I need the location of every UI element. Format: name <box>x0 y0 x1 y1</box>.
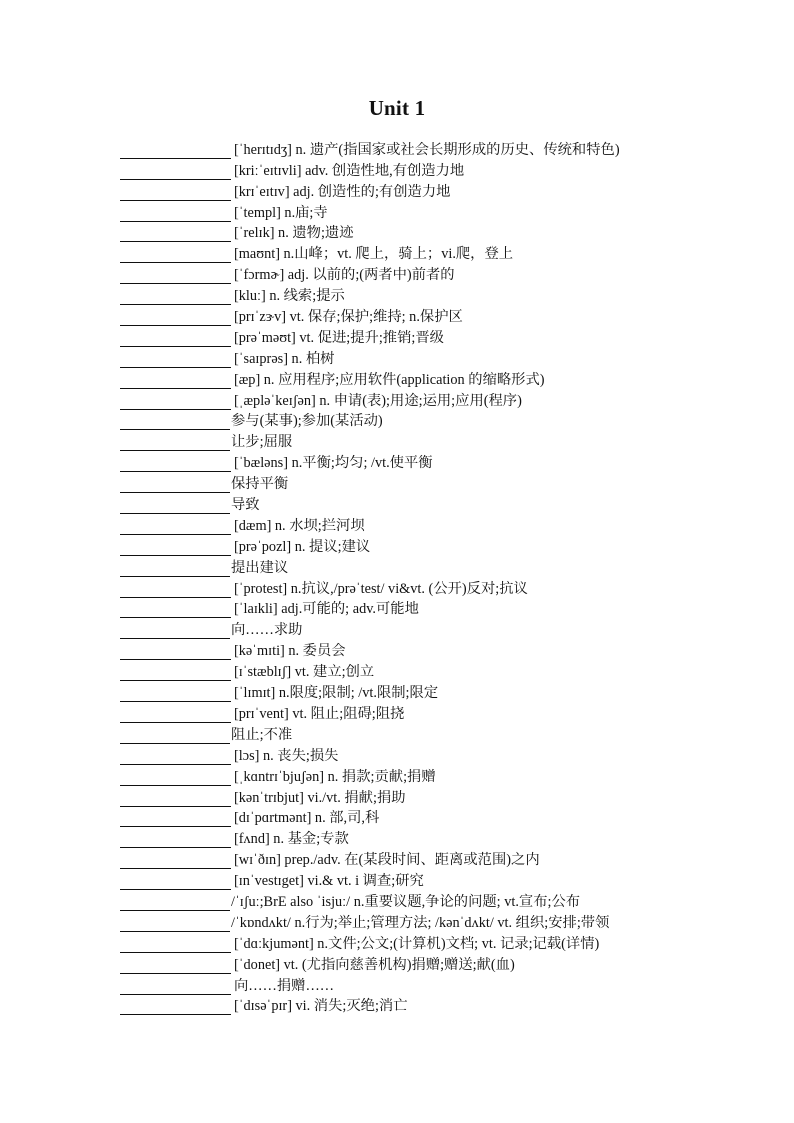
vocab-row <box>120 222 720 243</box>
answer-blank <box>120 478 230 493</box>
vocab-definition: [dɪˈpɑrtmənt] n. 部,司,科 <box>234 810 380 827</box>
answer-blank <box>120 959 231 974</box>
vocab-row <box>120 995 720 1016</box>
vocab-definition: [ˈprotest] n.抗议,/prəˈtest/ vi&vt. (公开)反对;抗议 <box>234 580 528 597</box>
vocab-row <box>120 556 720 577</box>
vocab-definition: [prɪˈvent] vt. 阻止;阻碍;阻挠 <box>234 705 405 722</box>
vocab-row <box>120 493 720 514</box>
vocab-definition: [ˈlɪmɪt] n.限度;限制; /vt.限制;限定 <box>234 685 439 702</box>
answer-blank <box>120 311 231 326</box>
answer-blank <box>120 666 231 681</box>
vocab-definition: [ˈdɑːkjumənt] n.文件;公文;(计算机)文档; vt. 记录;记载(详情) <box>234 935 600 952</box>
answer-blank <box>120 227 231 242</box>
vocab-definition: [ˈfɔrmɚ] adj. 以前的;(两者中)前者的 <box>234 267 455 284</box>
vocab-row <box>120 577 720 598</box>
answer-blank <box>120 854 231 869</box>
vocab-definition: [prɪˈzɝv] vt. 保存;保护;维持; n.保护区 <box>234 309 463 326</box>
vocab-definition: 让步;屈服 <box>231 434 293 451</box>
vocab-row <box>120 974 720 995</box>
answer-blank <box>120 499 230 514</box>
vocab-definition: [krɪˈeɪtɪv] adj. 创造性的;有创造力地 <box>234 183 451 200</box>
vocab-row <box>120 347 720 368</box>
answer-blank <box>120 917 230 932</box>
answer-blank <box>120 374 231 389</box>
vocab-definition: [prəˈməʊt] vt. 促进;提升;推销;晋级 <box>234 329 444 346</box>
vocab-row <box>120 389 720 410</box>
vocab-definition: 导致 <box>231 497 260 514</box>
answer-blank <box>120 207 231 222</box>
vocab-definition: [ˌkɑntrɪˈbjuʃən] n. 捐款;贡献;捐赠 <box>234 768 436 785</box>
vocab-row <box>120 953 720 974</box>
vocab-definition: [kənˈtrɪbjut] vi./vt. 捐献;捐助 <box>234 789 406 806</box>
vocab-row <box>120 848 720 869</box>
vocab-definition: [ˈlaɪkli] adj.可能的; adv.可能地 <box>234 601 419 618</box>
vocab-row <box>120 451 720 472</box>
answer-blank <box>120 771 231 786</box>
vocab-row <box>120 786 720 807</box>
vocab-definition: [ˌæpləˈkeɪʃən] n. 申请(表);用途;运用;应用(程序) <box>234 392 522 409</box>
vocab-definition: [ˈbæləns] n.平衡;均匀; /vt.使平衡 <box>234 455 433 472</box>
vocab-definition: 参与(某事);参加(某活动) <box>231 413 383 430</box>
vocab-definition: /ˈɪʃuː;BrE also ˈisjuː/ n.重要议题,争论的问题; vt.宣布;公布 <box>231 893 581 910</box>
vocab-definition: /ˈkɒndʌkt/ n.行为;举止;管理方法; /kənˈdʌkt/ vt. 组织;安排;带领 <box>231 914 610 931</box>
answer-blank <box>120 457 231 472</box>
vocab-definition: [lɔs] n. 丧失;损失 <box>234 747 339 764</box>
vocab-definition: [ˈherɪtɪdʒ] n. 遗产(指国家或社会长期形成的历史、传统和特色) <box>234 141 620 158</box>
vocab-definition: [ˈrelɪk] n. 遗物;遗迹 <box>234 225 354 242</box>
vocab-definition: [prəˈpozl] n. 提议;建议 <box>234 538 371 555</box>
vocab-row <box>120 263 720 284</box>
vocab-definition: [fʌnd] n. 基金;专款 <box>234 831 349 848</box>
answer-blank <box>120 269 231 284</box>
vocab-row <box>120 284 720 305</box>
answer-blank <box>120 583 231 598</box>
vocab-definition: [ˈsaɪprəs] n. 柏树 <box>234 350 335 367</box>
answer-blank <box>120 729 230 744</box>
vocab-row <box>120 702 720 723</box>
vocab-row <box>120 723 720 744</box>
answer-blank <box>120 750 231 765</box>
vocab-row <box>120 201 720 222</box>
vocab-row <box>120 514 720 535</box>
answer-blank <box>120 415 230 430</box>
answer-blank <box>120 645 231 660</box>
answer-blank <box>120 248 231 263</box>
answer-blank <box>120 290 231 305</box>
answer-blank <box>120 186 231 201</box>
answer-blank <box>120 144 231 159</box>
vocab-row <box>120 430 720 451</box>
vocab-definition: 阻止;不准 <box>231 726 293 743</box>
vocab-definition: 提出建议 <box>231 559 289 576</box>
answer-blank <box>120 165 231 180</box>
vocab-row <box>120 932 720 953</box>
answer-blank <box>120 792 231 807</box>
vocab-row <box>120 827 720 848</box>
answer-blank <box>120 833 231 848</box>
vocab-row <box>120 535 720 556</box>
answer-blank <box>120 708 231 723</box>
vocab-definition: [ˈtempl] n.庙;寺 <box>234 204 328 221</box>
vocab-definition: [ˈdɪsəˈpɪr] vi. 消失;灭绝;消亡 <box>234 998 408 1015</box>
vocab-row <box>120 138 720 159</box>
vocab-definition: [ɪnˈvestɪget] vi.& vt. i 调查;研究 <box>234 873 424 890</box>
vocab-definition: 向……捐赠…… <box>234 977 335 994</box>
vocab-row <box>120 242 720 263</box>
vocab-row <box>120 159 720 180</box>
answer-blank <box>120 896 230 911</box>
vocab-row <box>120 410 720 431</box>
vocab-definition: [kəˈmɪti] n. 委员会 <box>234 643 346 660</box>
vocab-definition: [ˈdonet] vt. (尤指向慈善机构)捐赠;赠送;献(血) <box>234 956 515 973</box>
answer-blank <box>120 562 230 577</box>
answer-blank <box>120 875 231 890</box>
vocabulary-list <box>120 138 720 1015</box>
answer-blank <box>120 687 231 702</box>
vocab-row <box>120 180 720 201</box>
vocab-row <box>120 660 720 681</box>
vocab-definition: [æp] n. 应用程序;应用软件(application 的缩略形式) <box>234 371 545 388</box>
vocab-row <box>120 618 720 639</box>
vocab-row <box>120 744 720 765</box>
vocab-row <box>120 807 720 828</box>
vocab-row <box>120 911 720 932</box>
vocab-definition: 保持平衡 <box>231 476 289 493</box>
vocab-definition: [dæm] n. 水坝;拦河坝 <box>234 517 365 534</box>
vocab-definition: [wɪˈðɪn] prep./adv. 在(某段时间、距离或范围)之内 <box>234 852 540 869</box>
vocab-row <box>120 368 720 389</box>
answer-blank <box>120 603 231 618</box>
vocab-row <box>120 598 720 619</box>
answer-blank <box>120 395 231 410</box>
answer-blank <box>120 980 231 995</box>
answer-blank <box>120 353 231 368</box>
vocab-definition: [kriːˈeɪtɪvli] adv. 创造性地,有创造力地 <box>234 162 465 179</box>
answer-blank <box>120 938 231 953</box>
answer-blank <box>120 541 231 556</box>
answer-blank <box>120 624 230 639</box>
vocab-row <box>120 472 720 493</box>
vocab-definition: [maʊnt] n.山峰；vt. 爬上，骑上；vi.爬，登上 <box>234 246 514 263</box>
vocab-row <box>120 890 720 911</box>
answer-blank <box>120 1000 231 1015</box>
vocab-row <box>120 681 720 702</box>
answer-blank <box>120 436 230 451</box>
answer-blank <box>120 812 231 827</box>
answer-blank <box>120 332 231 347</box>
vocab-row <box>120 639 720 660</box>
vocab-row <box>120 869 720 890</box>
answer-blank <box>120 520 231 535</box>
vocab-definition: 向……求助 <box>231 622 303 639</box>
vocab-definition: [ɪˈstæblɪʃ] vt. 建立;创立 <box>234 664 375 681</box>
vocab-row <box>120 326 720 347</box>
vocab-row <box>120 305 720 326</box>
page-title: Unit 1 <box>368 96 426 120</box>
vocab-row <box>120 765 720 786</box>
vocab-definition: [kluː] n. 线索;提示 <box>234 288 345 305</box>
